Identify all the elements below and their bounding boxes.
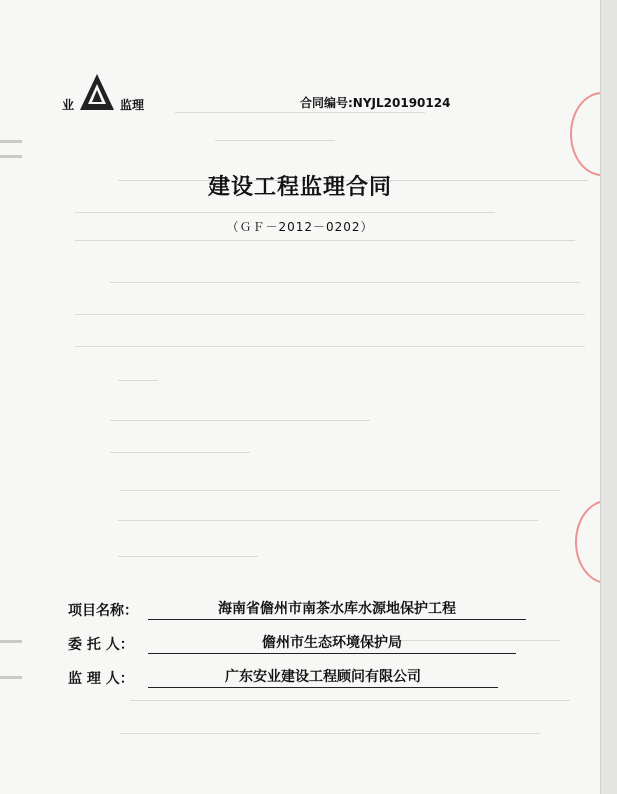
field-value: 广东安业建设工程顾问有限公司	[148, 666, 498, 688]
field-label: 委 托 人：	[68, 637, 134, 653]
field-label: 监 理 人：	[68, 671, 134, 687]
header-suffix: 监理	[120, 97, 145, 112]
field-project-name	[68, 598, 526, 620]
header-left	[62, 90, 144, 118]
page-edge	[600, 0, 617, 794]
field-label: 项目名称：	[68, 603, 138, 619]
triangle-logo-icon	[76, 90, 118, 118]
document-code: （ＧＦ－2012－0202）	[226, 220, 374, 234]
field-client	[68, 632, 516, 654]
contract-number: 合同编号:NYJL20190124	[300, 96, 451, 110]
header-prefix: 业	[62, 97, 75, 112]
field-supervisor	[68, 666, 498, 688]
field-value: 儋州市生态环境保护局	[148, 632, 516, 654]
document-title: 建设工程监理合同	[207, 175, 392, 200]
field-value: 海南省儋州市南茶水库水源地保护工程	[148, 598, 526, 620]
